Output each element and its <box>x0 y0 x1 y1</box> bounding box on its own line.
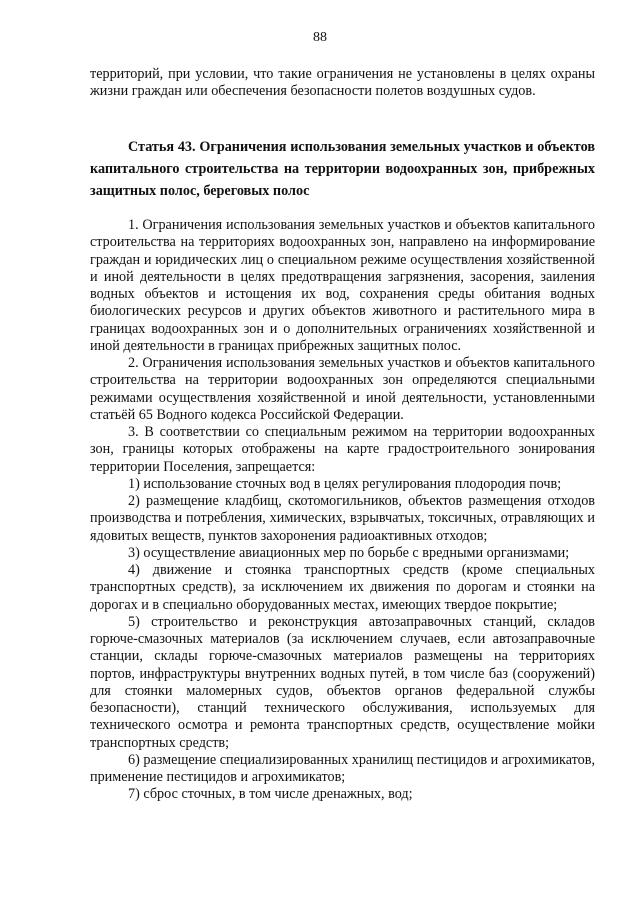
article-heading: Статья 43. Ограничения использования земельных участков и объектов капитального строительства на территории водоохранных зон, прибрежных защитных полос, береговых полос <box>90 139 595 199</box>
paragraph-3: 3. В соответствии со специальным режимом на территории водоохранных зон, границы которых отображены на карте градостроительного зонирования территории Поселения, запрещается: <box>90 424 595 475</box>
list-item-4: 4) движение и стоянка транспортных средств (кроме специальных транспортных средств), за исключением их движения по дорогам и стоянки на дорогах и в специально оборудованных местах, имеющих твердое покрытие; <box>90 562 595 613</box>
article-body <box>90 217 595 804</box>
list-item-5: 5) строительство и реконструкция автозаправочных станций, складов горюче-смазочных материалов (за исключением случаев, если автозаправочные станции, склады горюче-смазочных материалов размещены на территориях портов, инфраструктуры внутренних водных путей, в том числе баз (сооружений) для стоянки маломерных судов, объектов органов федеральной службы безопасности), станций технического обслуживания, используемых для технического осмотра и ремонта транспортных средств, осуществление мойки транспортных средств; <box>90 613 595 751</box>
list-item-1: 1) использование сточных вод в целях регулирования плодородия почв; <box>128 475 562 492</box>
paragraph-2: 2. Ограничения использования земельных участков и объектов капитального строительства на территории водоохранных зон определяются специальными режимами осуществления хозяйственной и иной деятельности, установленными статьёй 65 Водного кодекса Российской Федерации. <box>90 355 595 423</box>
list-item-6: 6) размещение специализированных хранилищ пестицидов и агрохимикатов, применение пестицидов и агрохимикатов; <box>90 751 595 785</box>
page-number: 88 <box>313 30 327 45</box>
list-item-3: 3) осуществление авиационных мер по борьбе с вредными организмами; <box>128 544 570 561</box>
list-item-2: 2) размещение кладбищ, скотомогильников, объектов размещения отходов производства и потребления, химических, взрывчатых, токсичных, отравляющих и ядовитых веществ, пунктов захоронения радиоактивных отходов; <box>90 493 595 544</box>
list-item-7: 7) сброс сточных, в том числе дренажных, вод; <box>128 786 413 803</box>
lead-paragraph: территорий, при условии, что такие ограничения не установлены в целях охраны жизни граждан или обеспечения безопасности полетов воздушных судов. <box>90 66 595 100</box>
paragraph-1: 1. Ограничения использования земельных участков и объектов капитального строительства на территориях водоохранных зон, направлено на информирование граждан и юридических лиц о специальном режиме осуществления хозяйственной и иной деятельности в целях предотвращения загрязнения, засорения, заиления водных объектов и истощения их вод, сохранения среды обитания водных биологических ресурсов и других объектов животного и растительного мира в границах водоохранных зон и о дополнительных ограничениях хозяйственной и иной деятельности в границах прибрежных защитных полос. <box>90 217 595 354</box>
